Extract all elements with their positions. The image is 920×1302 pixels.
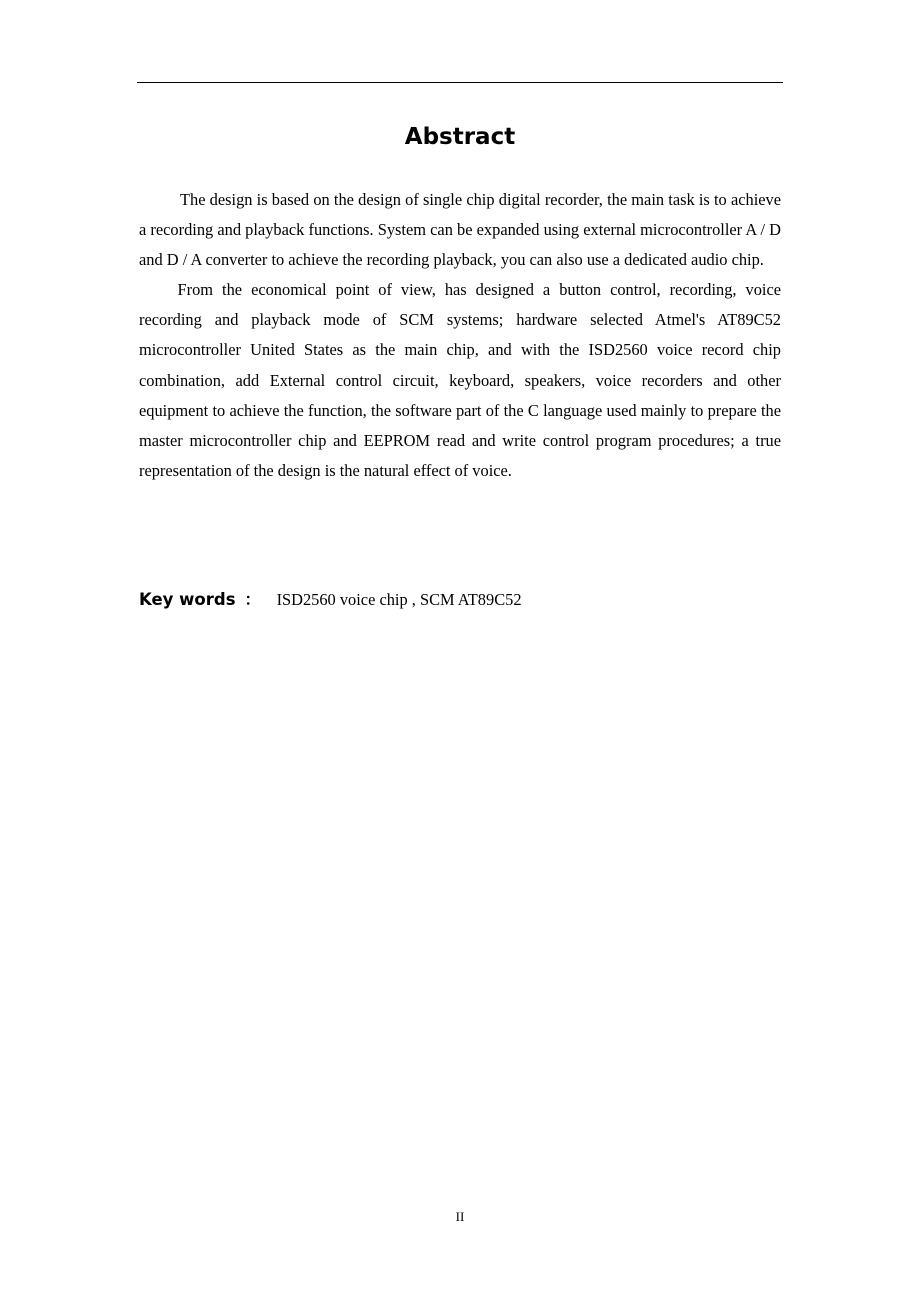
- keywords-label: Key words: [139, 590, 236, 609]
- page-number: II: [455, 1209, 465, 1224]
- abstract-body: [139, 185, 781, 486]
- keywords-separator: ：: [244, 590, 261, 609]
- keywords-value: ISD2560 voice chip , SCM AT89C52: [276, 590, 522, 609]
- header-rule: [137, 82, 783, 83]
- page-title: Abstract: [404, 124, 516, 150]
- abstract-paragraph-2: From the economical point of view, has designed a button control, recording, voice recording and playback mode of SCM systems; hardware selected Atmel's AT89C52 microcontroller United States as the main chip, and with the ISD2560 voice record chip combination, add External control circuit, keyboard, speakers, voice recorders and other equipment to achieve the function, the software part of the C language used mainly to prepare the master microcontroller chip and EEPROM read and write control program procedures; a true representation of the design is the natural effect of voice.: [139, 280, 781, 480]
- abstract-paragraph-1: The design is based on the design of single chip digital recorder, the main task is to achieve a recording and playback functions. System can be expanded using external microcontroller A / D and D / A converter to achieve the recording playback, you can also use a dedicated audio chip.: [139, 190, 781, 270]
- keywords-line: [139, 586, 781, 614]
